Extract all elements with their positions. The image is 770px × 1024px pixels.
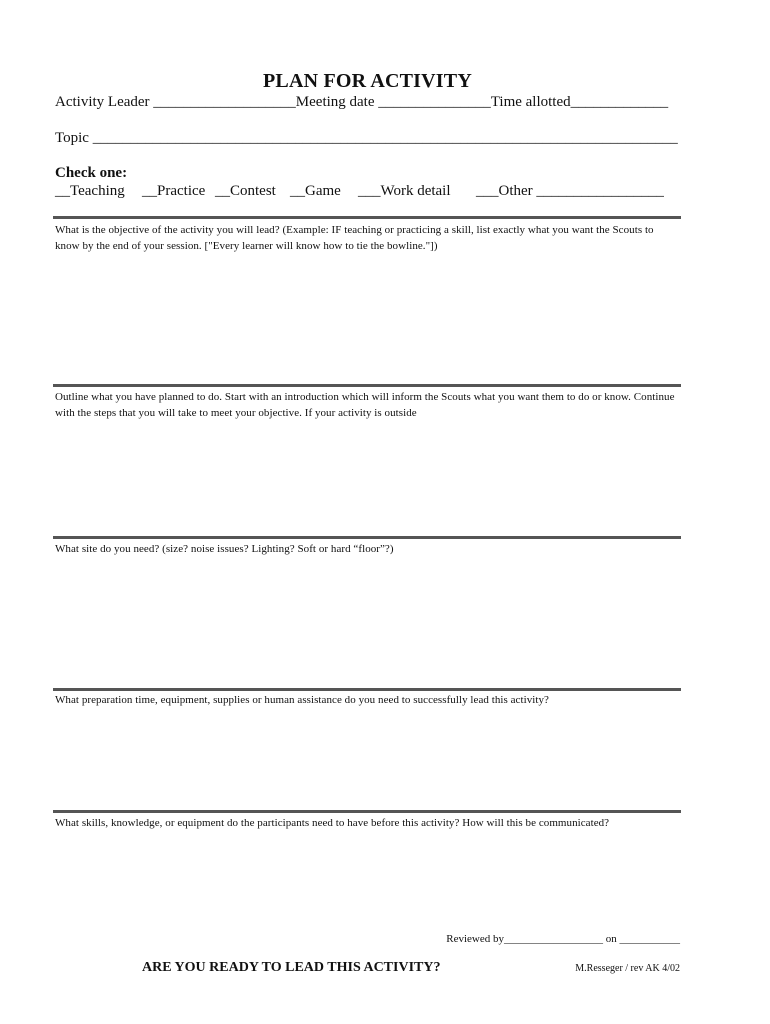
section-divider (53, 384, 681, 387)
section-divider (53, 810, 681, 813)
revision-credit: M.Resseger / rev AK 4/02 (575, 963, 680, 974)
option-other[interactable]: ___Other _________________ (476, 183, 664, 199)
option-contest[interactable]: __Contest (215, 183, 276, 199)
page-title: PLAN FOR ACTIVITY (263, 70, 472, 92)
option-practice[interactable]: __Practice (142, 183, 206, 199)
ready-prompt: ARE YOU READY TO LEAD THIS ACTIVITY? (142, 960, 441, 975)
section-divider (53, 216, 681, 219)
check-one-label: Check one: (55, 165, 128, 181)
option-game[interactable]: __Game (290, 183, 341, 199)
reviewed-by-line[interactable]: Reviewed by__________________ on ___________ (446, 933, 680, 945)
topic-line[interactable]: Topic ______________________________________________________________________________ (55, 130, 678, 146)
leader-meeting-time-line[interactable]: Activity Leader ___________________Meeting date _______________Time allotted_____________ (55, 94, 669, 110)
option-teaching[interactable]: __Teaching (55, 183, 125, 199)
question-skills[interactable]: What skills, knowledge, or equipment do the participants need to have before this activity? How will this be communicated? (55, 817, 610, 829)
section-divider (53, 688, 681, 691)
option-work-detail[interactable]: ___Work detail (358, 183, 451, 199)
question-outline[interactable]: Outline what you have planned to do. Start with an introduction which will inform the Scouts what you want them to do or know. Continue with the steps that you will take to meet your objective. If your activity is outside (55, 391, 675, 419)
question-objective[interactable]: What is the objective of the activity you will lead? (Example: IF teaching or practicing a skill, list exactly what you want the Scouts to know by the end of your session. ["Every learner will know how to tie the bowline."]) (55, 224, 654, 252)
question-site[interactable]: What site do you need? (size? noise issues? Lighting? Soft or hard “floor”?) (55, 543, 394, 555)
section-divider (53, 536, 681, 539)
question-preparation[interactable]: What preparation time, equipment, supplies or human assistance do you need to successfully lead this activity? (55, 694, 549, 706)
